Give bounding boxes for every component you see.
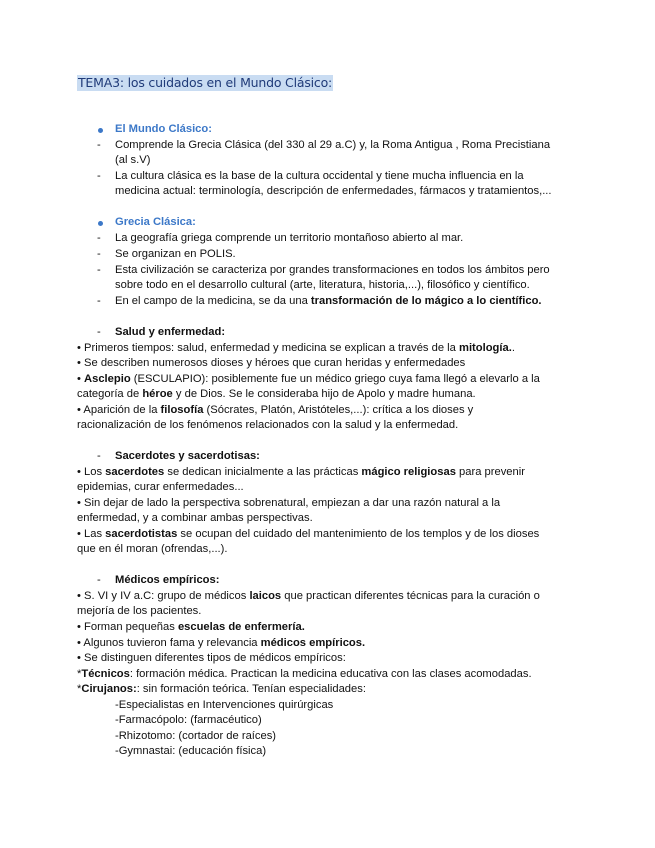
dash-marker: - (97, 170, 101, 182)
text-line: • Sin dejar de lado la perspectiva sobrenatural, empiezan a dar una razón natural a la (77, 497, 501, 509)
dash-marker: - (97, 326, 101, 338)
text-line: La geografía griega comprende un territorio montañoso abierto al mar. (115, 232, 464, 244)
section-heading-mundo-clasico: El Mundo Clásico: (115, 123, 212, 135)
text-line: epidemias, curar enfermedades... (77, 481, 244, 493)
bullet-dot-icon (98, 221, 103, 226)
page-title: TEMA3: los cuidados en el Mundo Clásico: (78, 75, 333, 90)
text-line: • Primeros tiempos: salud, enfermedad y medicina se explican a través de la mitología.. (77, 342, 515, 354)
list-item: -Gymnastai: (educación física) (115, 745, 267, 757)
text-line: que en él moran (ofrendas,...). (77, 543, 228, 555)
dash-marker: - (97, 232, 101, 244)
text-line: Esta civilización se caracteriza por grandes transformaciones en todos los ámbitos pero (115, 264, 550, 276)
subheading-medicos: Médicos empíricos: (115, 574, 220, 586)
text-line: Se organizan en POLIS. (115, 248, 236, 260)
text-line: *Técnicos: formación médica. Practican la medicina educativa con las clases acomodadas. (77, 668, 532, 680)
text-line: • Forman pequeñas escuelas de enfermería. (77, 621, 305, 633)
text-line: • Los sacerdotes se dedican inicialmente a las prácticas mágico religiosas para prevenir (77, 466, 525, 478)
bullet-dot-icon (98, 128, 103, 133)
text-line: • Se describen numerosos dioses y héroes que curan heridas y enfermedades (77, 357, 466, 369)
text-line: sobre todo en el desarrollo cultural (arte, literatura, historia,...), filosófico y científico. (115, 279, 530, 291)
text-line: • Algunos tuvieron fama y relevancia médicos empíricos. (77, 637, 366, 649)
list-item: -Especialistas en Intervenciones quirúrgicas (115, 699, 334, 711)
dash-marker: - (97, 574, 101, 586)
subheading-salud: Salud y enfermedad: (115, 326, 226, 338)
dash-marker: - (97, 295, 101, 307)
subheading-sacerdotes: Sacerdotes y sacerdotisas: (115, 450, 260, 462)
list-item: -Farmacópolo: (farmacéutico) (115, 714, 262, 726)
text-line: categoría de héroe y de Dios. Se le consideraba hijo de Apolo y madre humana. (77, 388, 476, 400)
text-line: • S. VI y IV a.C: grupo de médicos laicos que practican diferentes técnicas para la curación o (77, 590, 540, 602)
text-line: • Se distinguen diferentes tipos de médicos empíricos: (77, 652, 346, 664)
text-line: • Asclepio (ESCULAPIO): posiblemente fue un médico griego cuya fama llegó a elevarlo a la (77, 373, 540, 385)
text-line: mejoría de los pacientes. (77, 605, 202, 617)
dash-marker: - (97, 264, 101, 276)
text-line: *Cirujanos:: sin formación teórica. Tenían especialidades: (77, 683, 366, 695)
list-item: -Rhizotomo: (cortador de raíces) (115, 730, 277, 742)
text-line: • Las sacerdotistas se ocupan del cuidado del mantenimiento de los templos y de los dioses (77, 528, 540, 540)
text-line: La cultura clásica es la base de la cultura occidental y tiene mucha influencia en la (115, 170, 524, 182)
text-line: Comprende la Grecia Clásica (del 330 al 29 a.C) y, la Roma Antigua , Roma Precistiana (115, 139, 551, 151)
text-line: enfermedad, y a combinar ambas perspectivas. (77, 512, 313, 524)
dash-marker: - (97, 139, 101, 151)
text-line: • Aparición de la filosofía (Sócrates, Platón, Aristóteles,...): crítica a los dioses y (77, 404, 474, 416)
text-line: racionalización de los fenómenos relacionados con la salud y la enfermedad. (77, 419, 459, 431)
text-line: (al s.V) (115, 154, 151, 166)
text-line: medicina actual: terminología, descripción de enfermedades, fármacos y tratamientos,... (115, 185, 552, 197)
dash-marker: - (97, 248, 101, 260)
section-heading-grecia-clasica: Grecia Clásica: (115, 216, 196, 228)
text-line: En el campo de la medicina, se da una transformación de lo mágico a lo científico. (115, 295, 542, 307)
dash-marker: - (97, 450, 101, 462)
